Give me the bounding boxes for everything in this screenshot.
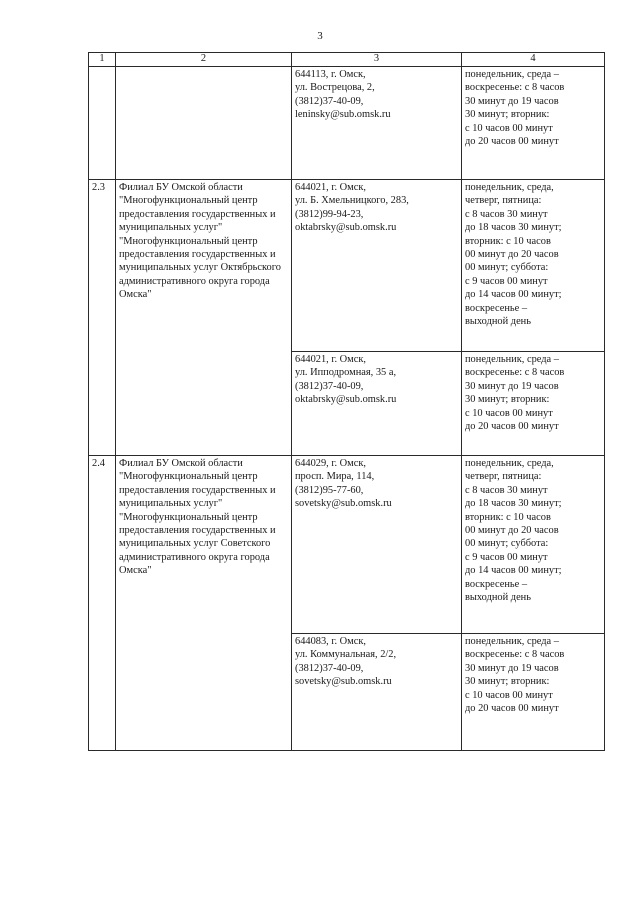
column-header-3: 3 [292, 53, 462, 67]
branch-name: Филиал БУ Омской области "Многофункциональный центр предоставления государственных и муниципальных услуг" "Многофункциональный центр предоставления государственных и муниципальных услуг Советского административного округа города Омска" [116, 456, 292, 751]
page-number: 3 [317, 30, 323, 42]
branch-table [88, 52, 605, 751]
branch-address: 644083, г. Омск, ул. Коммунальная, 2/2, (3812)37-40-09, sovetsky@sub.omsk.ru [292, 634, 462, 751]
working-hours: понедельник, среда, четверг, пятница: с 8 часов 30 минут до 18 часов 30 минут; вторник: с 10 часов 00 минут до 20 часов 00 минут; суббота: с 9 часов 00 минут до 14 часов 00 минут; воскресенье – выходной день [462, 180, 605, 352]
column-header-4: 4 [462, 53, 605, 67]
branch-name [116, 67, 292, 180]
branch-name: Филиал БУ Омской области "Многофункциональный центр предоставления государственных и муниципальных услуг" "Многофункциональный центр предоставления государственных и муниципальных услуг Октябрьского административного округа города Омска" [116, 180, 292, 456]
column-header-1: 1 [89, 53, 116, 67]
row-number [89, 67, 116, 180]
working-hours: понедельник, среда, четверг, пятница: с 8 часов 30 минут до 18 часов 30 минут; вторник: с 10 часов 00 минут до 20 часов 00 минут; суббота: с 9 часов 00 минут до 14 часов 00 минут; воскресенье – выходной день [462, 456, 605, 634]
working-hours: понедельник, среда – воскресенье: с 8 часов 30 минут до 19 часов 30 минут; вторник: с 10 часов 00 минут до 20 часов 00 минут [462, 352, 605, 456]
table-header-row [89, 53, 605, 67]
branch-address: 644029, г. Омск, просп. Мира, 114, (3812)95-77-60, sovetsky@sub.omsk.ru [292, 456, 462, 634]
table-row [89, 456, 605, 634]
working-hours: понедельник, среда – воскресенье: с 8 часов 30 минут до 19 часов 30 минут; вторник: с 10 часов 00 минут до 20 часов 00 минут [462, 634, 605, 751]
row-number: 2.3 [89, 180, 116, 456]
branch-address: 644021, г. Омск, ул. Б. Хмельницкого, 283, (3812)99-94-23, oktabrsky@sub.omsk.ru [292, 180, 462, 352]
working-hours: понедельник, среда – воскресенье: с 8 часов 30 минут до 19 часов 30 минут; вторник: с 10 часов 00 минут до 20 часов 00 минут [462, 67, 605, 180]
table-row [89, 180, 605, 352]
branch-address: 644021, г. Омск, ул. Ипподромная, 35 а, (3812)37-40-09, oktabrsky@sub.omsk.ru [292, 352, 462, 456]
row-number: 2.4 [89, 456, 116, 751]
table-row [89, 67, 605, 180]
branch-address: 644113, г. Омск, ул. Вострецова, 2, (3812)37-40-09, leninsky@sub.omsk.ru [292, 67, 462, 180]
column-header-2: 2 [116, 53, 292, 67]
